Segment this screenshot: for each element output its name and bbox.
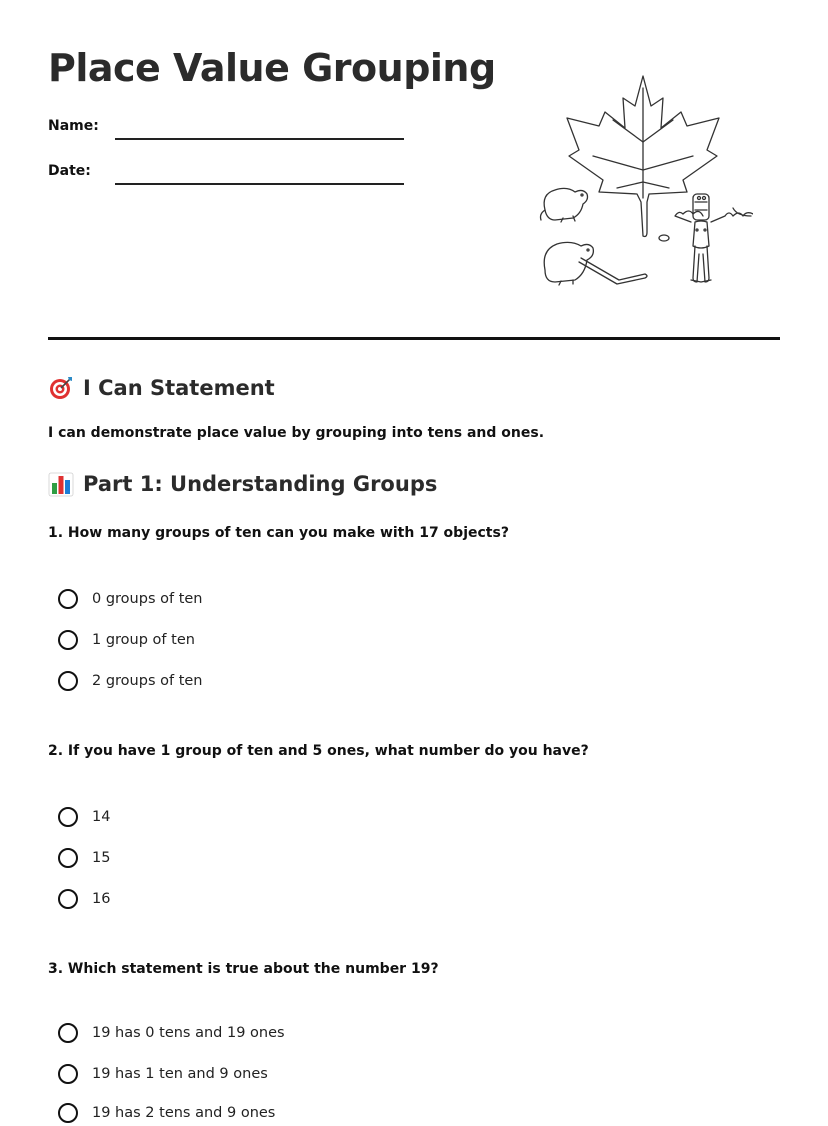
- option-label: 19 has 2 tens and 9 ones: [92, 1105, 276, 1121]
- beaver-icon: [541, 188, 588, 222]
- radio-button[interactable]: [58, 589, 78, 609]
- radio-button[interactable]: [58, 1103, 78, 1123]
- i-can-heading-text: I Can Statement: [83, 376, 275, 400]
- q3-option-2[interactable]: [58, 1061, 268, 1087]
- option-label: 16: [92, 891, 111, 907]
- q3-option-3[interactable]: [58, 1100, 275, 1126]
- page-title: Place Value Grouping: [48, 46, 496, 90]
- canada-illustration: [533, 70, 753, 290]
- bar-chart-icon: [48, 471, 74, 497]
- hockey-stick-icon: [579, 258, 647, 284]
- name-label: Name:: [48, 118, 99, 134]
- option-label: 0 groups of ten: [92, 591, 203, 607]
- q2-option-1[interactable]: [58, 804, 110, 830]
- moose-icon: [675, 194, 753, 282]
- q1-option-3[interactable]: [58, 668, 203, 694]
- radio-button[interactable]: [58, 889, 78, 909]
- option-label: 2 groups of ten: [92, 673, 203, 689]
- i-can-statement: I can demonstrate place value by grouping into tens and ones.: [48, 425, 545, 441]
- q1-option-2[interactable]: [58, 627, 195, 653]
- q3-option-1[interactable]: [58, 1020, 285, 1046]
- name-field[interactable]: [48, 118, 408, 142]
- q2-option-2[interactable]: [58, 845, 110, 871]
- radio-button[interactable]: [58, 1064, 78, 1084]
- radio-button[interactable]: [58, 807, 78, 827]
- option-label: 19 has 1 ten and 9 ones: [92, 1066, 268, 1082]
- name-line[interactable]: [115, 138, 404, 140]
- option-label: 14: [92, 809, 111, 825]
- q2-option-3[interactable]: [58, 886, 110, 912]
- puck-icon: [659, 235, 669, 241]
- date-line[interactable]: [115, 183, 404, 185]
- beaver-hockey-icon: [544, 242, 647, 285]
- question-1: 1. How many groups of ten can you make with 17 objects?: [48, 525, 509, 541]
- radio-button[interactable]: [58, 671, 78, 691]
- date-label: Date:: [48, 163, 91, 179]
- q1-option-1[interactable]: [58, 586, 203, 612]
- part1-heading-text: Part 1: Understanding Groups: [83, 472, 438, 496]
- part1-heading: [48, 471, 437, 497]
- option-label: 1 group of ten: [92, 632, 195, 648]
- i-can-heading: [48, 375, 275, 401]
- date-field[interactable]: [48, 163, 408, 187]
- option-label: 15: [92, 850, 111, 866]
- option-label: 19 has 0 tens and 19 ones: [92, 1025, 285, 1041]
- radio-button[interactable]: [58, 630, 78, 650]
- question-3: 3. Which statement is true about the number 19?: [48, 961, 439, 977]
- question-2: 2. If you have 1 group of ten and 5 ones, what number do you have?: [48, 743, 589, 759]
- section-divider: [48, 337, 780, 340]
- radio-button[interactable]: [58, 1023, 78, 1043]
- target-icon: [48, 375, 74, 401]
- radio-button[interactable]: [58, 848, 78, 868]
